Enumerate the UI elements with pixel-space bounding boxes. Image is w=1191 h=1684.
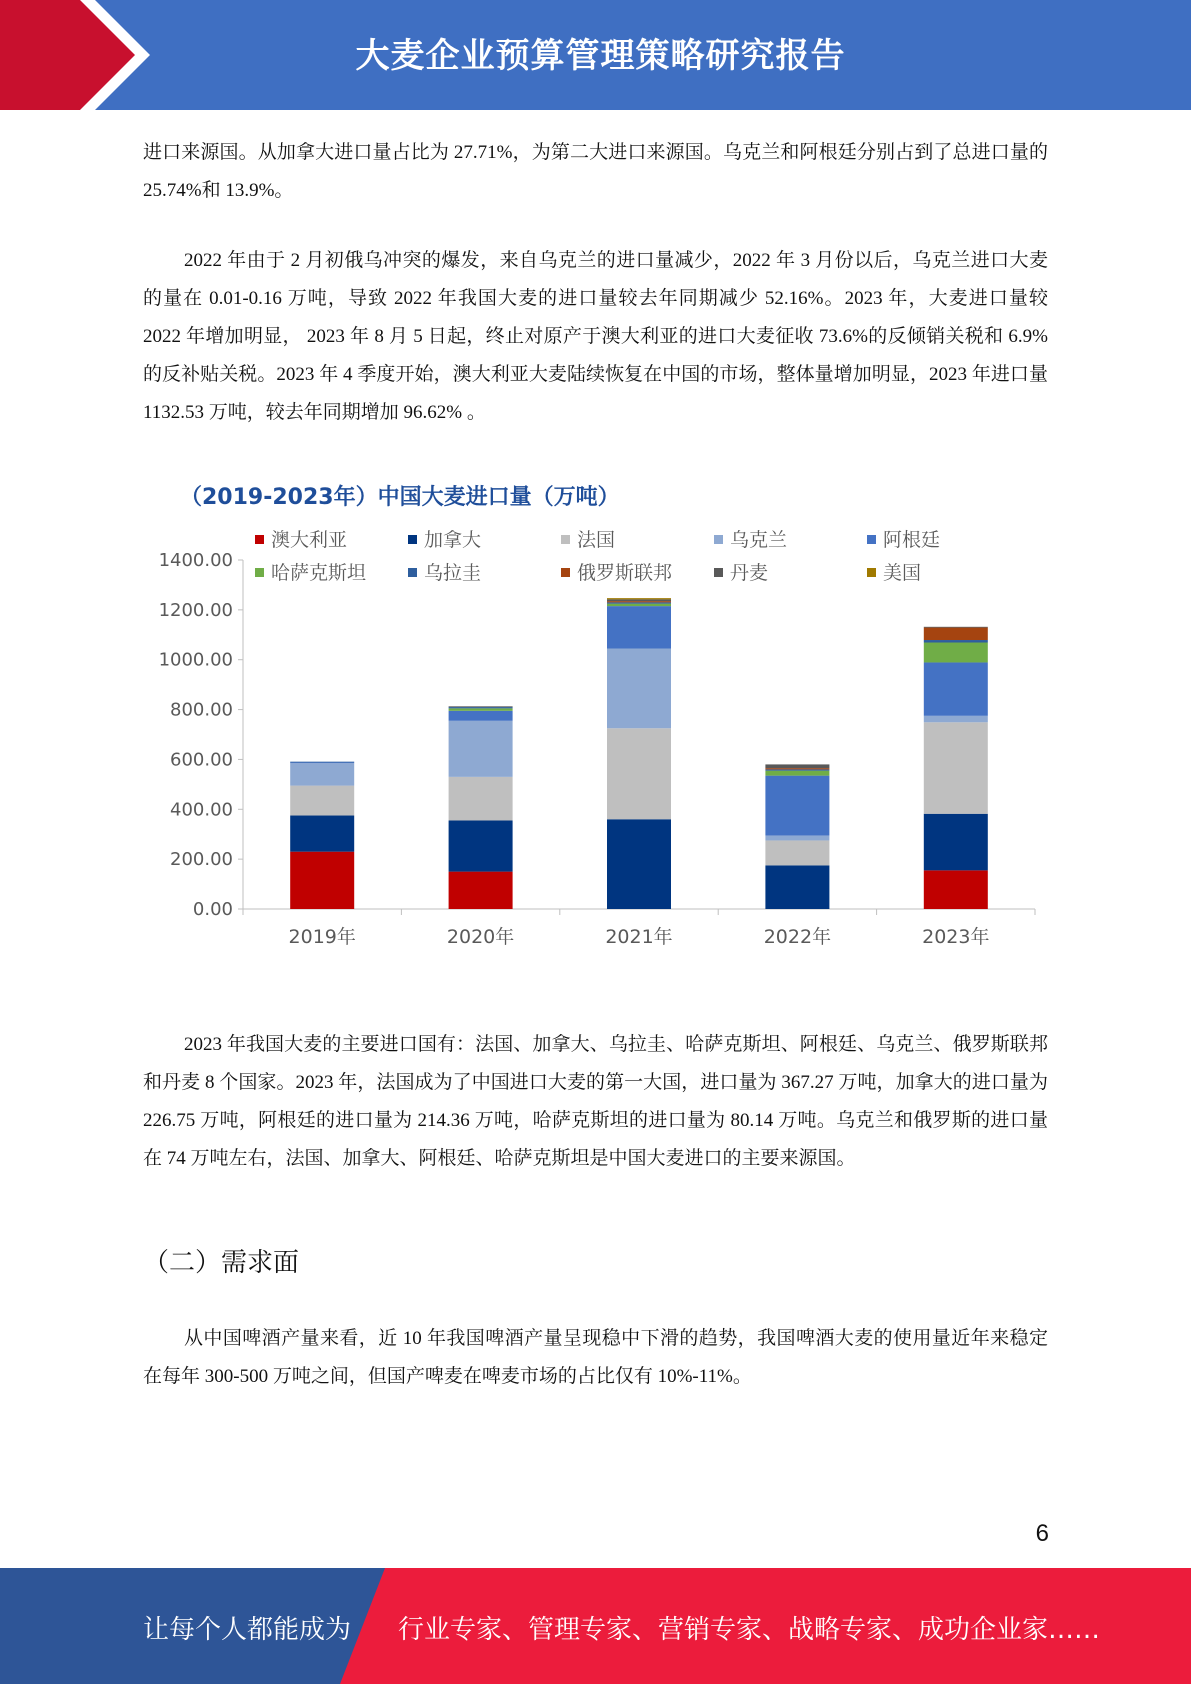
bar-segment	[924, 628, 988, 640]
legend-swatch	[408, 568, 417, 577]
legend-label: 美国	[883, 562, 922, 584]
bar-segment	[765, 771, 829, 776]
legend-swatch	[255, 535, 264, 544]
bar-segment	[607, 648, 671, 728]
y-tick-label: 0.00	[192, 899, 233, 920]
bar-segment	[924, 627, 988, 628]
legend-swatch	[714, 568, 723, 577]
bar-segment	[924, 640, 988, 642]
legend-label: 阿根廷	[883, 529, 941, 551]
legend-swatch	[714, 535, 723, 544]
footer-slogan-right: 行业专家、管理专家、营销专家、战略专家、成功企业家……	[398, 1615, 1101, 1645]
footer-slogan-left: 让每个人都能成为	[143, 1615, 352, 1645]
legend-label: 俄罗斯联邦	[577, 562, 673, 584]
bar-segment	[290, 763, 354, 785]
bar-segment	[449, 721, 513, 777]
bar-segment	[765, 835, 829, 840]
bar-segment	[607, 819, 671, 909]
bar-segment	[607, 602, 671, 603]
y-tick-label: 1400.00	[158, 550, 233, 571]
bar-segment	[290, 816, 354, 852]
bar-segment	[765, 769, 829, 770]
bar-segment	[290, 786, 354, 816]
bar-segment	[290, 762, 354, 763]
bar-segment	[290, 762, 354, 763]
y-tick-label: 200.00	[170, 849, 233, 871]
x-category-label: 2019年	[288, 926, 356, 948]
bar-segment	[765, 776, 829, 836]
bar-segment	[924, 870, 988, 909]
bar-segment	[449, 711, 513, 721]
legend-label: 乌克兰	[730, 529, 788, 551]
bar-segment	[290, 852, 354, 909]
x-category-label: 2022年	[763, 926, 832, 948]
bar-segment	[924, 643, 988, 663]
legend-label: 乌拉圭	[424, 562, 482, 584]
legend-label: 加拿大	[424, 529, 482, 551]
y-tick-label: 600.00	[170, 749, 233, 771]
y-tick-label: 1000.00	[158, 649, 233, 671]
bar-segment	[449, 707, 513, 708]
stacked-bar-chart	[130, 520, 1050, 960]
bar-segment	[449, 872, 513, 909]
paragraph-2: 2022 年由于 2 月初俄乌冲突的爆发，来自乌克兰的进口量减少，2022 年 3 月份以后，乌克兰进口大麦的量在 0.01-0.16 万吨，导致 2022 年我国大麦的进口量较去年同期减少 52.16%。2023 年，大麦进口量较 2022 年增加明显， 2023 年 8 月 5 日起，终止对原产于澳大利亚的进口大麦征收 73.6%的反倾销关税和 6.9%的反补贴关税。2023 年 4 季度开始，澳大利亚大麦陆续恢复在中国的市场，整体量增加明显，2023 年进口量 1132.53 万吨，较去年同期增加 96.62% 。	[143, 250, 1048, 423]
bar-segment	[765, 764, 829, 768]
bar-segment	[765, 768, 829, 769]
legend-label: 澳大利亚	[271, 529, 348, 551]
legend-swatch	[561, 535, 570, 544]
x-category-label: 2021年	[605, 926, 673, 948]
page-header	[0, 0, 1191, 110]
paragraph-3: 2023 年我国大麦的主要进口国有：法国、加拿大、乌拉圭、哈萨克斯坦、阿根廷、乌克兰、俄罗斯联邦和丹麦 8 个国家。2023 年，法国成为了中国进口大麦的第一大国，进口量为 367.27 万吨，加拿大的进口量为 226.75 万吨，阿根廷的进口量为 214.36 万吨，哈萨克斯坦的进口量为 80.14 万吨。乌克兰和俄罗斯的进口量在 74 万吨左右，法国、加拿大、阿根廷、哈萨克斯坦是中国大麦进口的主要来源国。	[143, 1034, 1048, 1169]
legend-swatch	[561, 568, 570, 577]
report-title: 大麦企业预算管理策略研究报告	[355, 36, 846, 76]
legend-swatch	[867, 535, 876, 544]
y-tick-label: 800.00	[170, 699, 233, 721]
bar-segment	[924, 662, 988, 715]
paragraph-1: 进口来源国。从加拿大进口量占比为 27.71%，为第二大进口来源国。乌克兰和阿根廷分别占到了总进口量的 25.74%和 13.9%。	[143, 142, 1048, 201]
paragraph-4: 从中国啤酒产量来看，近 10 年我国啤酒产量呈现稳中下滑的趋势，我国啤酒大麦的使用量近年来稳定在每年 300-500 万吨之间，但国产啤麦在啤麦市场的占比仅有 10%-11%。	[143, 1328, 1048, 1387]
bar-segment	[924, 716, 988, 722]
page-number: 6	[1035, 1520, 1049, 1547]
bar-segment	[449, 821, 513, 872]
legend-label: 哈萨克斯坦	[271, 562, 367, 584]
bar-segment	[449, 706, 513, 707]
bar-segment	[607, 599, 671, 601]
legend-swatch	[255, 568, 264, 577]
y-tick-label: 400.00	[170, 799, 233, 821]
bar-segment	[607, 606, 671, 648]
bar-segment	[765, 865, 829, 909]
chart-title: （2019-2023年）中国大麦进口量（万吨）	[180, 485, 620, 510]
legend-swatch	[408, 535, 417, 544]
bar-segment	[449, 777, 513, 821]
x-category-label: 2023年	[922, 926, 990, 948]
bar-segment	[607, 598, 671, 599]
bar-segment	[924, 814, 988, 871]
page-footer	[0, 1568, 1191, 1684]
bar-segment	[765, 840, 829, 865]
legend-label: 法国	[577, 529, 616, 551]
bar-segment	[607, 604, 671, 606]
x-category-label: 2020年	[446, 926, 515, 948]
y-tick-label: 1200.00	[158, 599, 233, 621]
bar-segment	[607, 728, 671, 819]
section-heading: （二）需求面	[143, 1248, 300, 1278]
bar-segment	[924, 722, 988, 813]
legend-label: 丹麦	[730, 562, 769, 584]
bar-segment	[607, 601, 671, 602]
legend-swatch	[867, 568, 876, 577]
bar-segment	[449, 708, 513, 710]
